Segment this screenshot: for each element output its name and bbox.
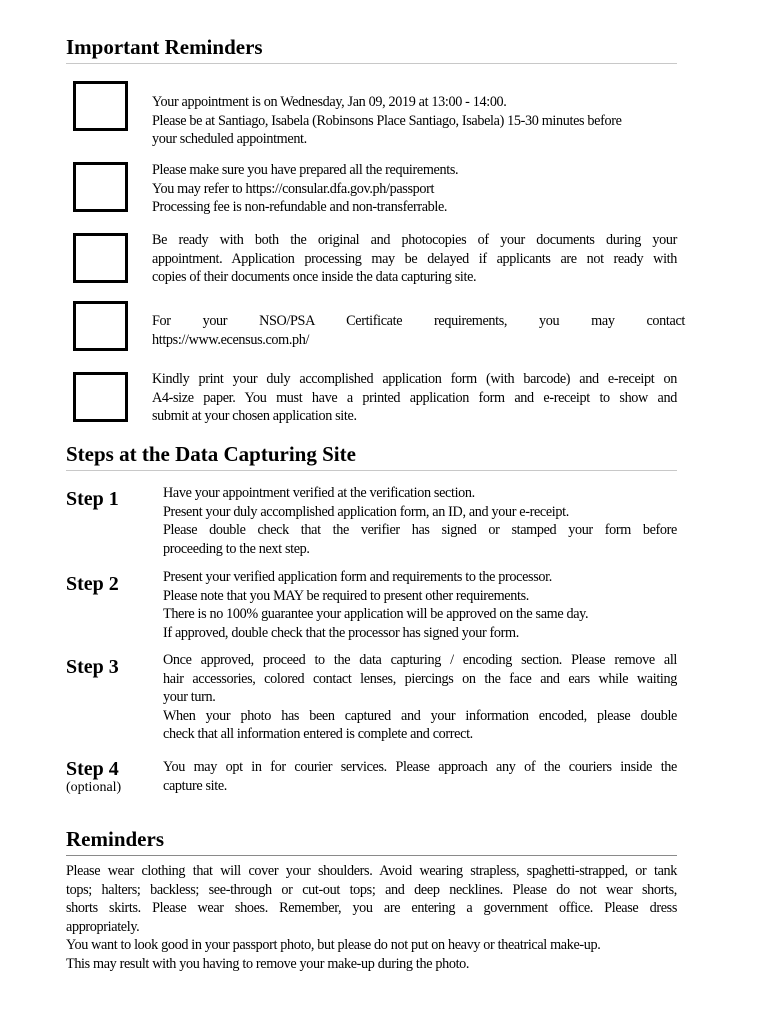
step-2-line-3: There is no 100% guarantee your application will be approved on the same day. [163, 606, 589, 622]
reminder-checkbox-2[interactable] [73, 162, 128, 212]
reminder-5-line-2: A4-size paper. You must have a printed application form and e-receipt to show and [152, 389, 677, 406]
reminder-1-line-1: Your appointment is on Wednesday, Jan 09, 2019 at 13:00 - 14:00. [152, 94, 507, 110]
reminders-body [66, 862, 677, 973]
reminder-checkbox-4[interactable] [73, 301, 128, 351]
reminder-2-line-1: Please make sure you have prepared all the requirements. [152, 162, 459, 178]
reminders-heading: Reminders [66, 827, 677, 856]
step-3-line-2: hair accessories, colored contact lenses, piercings on the face and ears while waiting [163, 670, 677, 687]
step-2-line-4: If approved, double check that the processor has signed your form. [163, 624, 519, 641]
step-1-line-2: Present your duly accomplished application form, an ID, and your e-receipt. [163, 503, 569, 520]
reminder-3-line-3: copies of their documents once inside the data capturing site. [152, 269, 477, 285]
reminders-line-3: shorts skirts. Please wear shoes. Remember, you are entering a government office. Please dress [66, 900, 677, 916]
reminders-line-6: This may result with you having to remove your make-up during the photo. [66, 955, 470, 972]
reminder-1-line-2: Please be at Santiago, Isabela (Robinsons Place Santiago, Isabela) 15-30 minutes before [152, 112, 622, 129]
reminders-line-5: You want to look good in your passport photo, but please do not put on heavy or theatrical make-up. [66, 937, 601, 953]
reminder-5-line-3: submit at your chosen application site. [152, 408, 357, 424]
steps-heading: Steps at the Data Capturing Site [66, 442, 677, 471]
important-reminders-heading: Important Reminders [66, 35, 677, 64]
reminder-1-line-3: your scheduled appointment. [152, 131, 307, 147]
reminder-checkbox-3[interactable] [73, 233, 128, 283]
reminders-line-2: tops; halters; backless; see-through or cut-out tops; and deep necklines. Please do not wear shorts, [66, 881, 677, 898]
step-2-name: Step 2 [66, 573, 119, 595]
reminder-2-line-3: Processing fee is non-refundable and non-transferrable. [152, 199, 448, 215]
step-3-line-4: When your photo has been captured and your information encoded, please double [163, 707, 677, 724]
reminders-line-4: appropriately. [66, 918, 140, 935]
reminder-text-3 [152, 231, 677, 287]
reminder-2-line-2: You may refer to https://consular.dfa.gov.ph/passport [152, 180, 435, 197]
step-4-name: Step 4 [66, 758, 119, 780]
reminder-5-line-1: Kindly print your duly accomplished application form (with barcode) and e-receipt on [152, 371, 677, 387]
step-2-label [66, 573, 156, 595]
step-1-line-4: proceeding to the next step. [163, 540, 310, 557]
step-3-name: Step 3 [66, 656, 119, 678]
step-2-line-2: Please note that you MAY be required to present other requirements. [163, 587, 529, 604]
step-3-line-3: your turn. [163, 689, 216, 705]
reminder-3-line-2: appointment. Application processing may be delayed if applicants are not ready with [152, 250, 677, 267]
reminder-checkbox-1[interactable] [73, 81, 128, 131]
reminder-3-line-1: Be ready with both the original and photocopies of your documents during your [152, 232, 677, 248]
step-1-label [66, 488, 156, 510]
reminder-4-line-2: https://www.ecensus.com.ph/ [152, 331, 310, 348]
step-3-line-1: Once approved, proceed to the data capturing / encoding section. Please remove all [163, 652, 677, 668]
reminder-checkbox-5[interactable] [73, 372, 128, 422]
step-3-label [66, 656, 156, 678]
step-4-line-2: capture site. [163, 777, 227, 794]
step-4-optional-note: (optional) [66, 780, 122, 795]
step-1-text [163, 484, 677, 558]
reminder-4-line-1: For your NSO/PSA Certificate requirements, you may contact [152, 313, 685, 329]
reminder-text-5 [152, 370, 677, 426]
step-3-text [163, 651, 677, 744]
step-1-line-3: Please double check that the verifier has signed or stamped your form before [163, 522, 677, 538]
step-2-line-1: Present your verified application form and requirements to the processor. [163, 569, 552, 585]
step-2-text [163, 568, 677, 642]
step-4-label [66, 758, 156, 795]
reminder-text-2 [152, 161, 686, 217]
step-3-line-5: check that all information entered is complete and correct. [163, 726, 473, 742]
step-1-line-1: Have your appointment verified at the verification section. [163, 485, 475, 501]
reminder-text-4 [152, 312, 685, 349]
step-4-text [163, 758, 677, 795]
reminder-text-1 [152, 93, 686, 149]
step-1-name: Step 1 [66, 488, 119, 510]
step-4-line-1: You may opt in for courier services. Please approach any of the couriers inside the [163, 759, 677, 775]
reminders-line-1: Please wear clothing that will cover your shoulders. Avoid wearing strapless, spaghetti-strapped, or tank [66, 863, 677, 879]
